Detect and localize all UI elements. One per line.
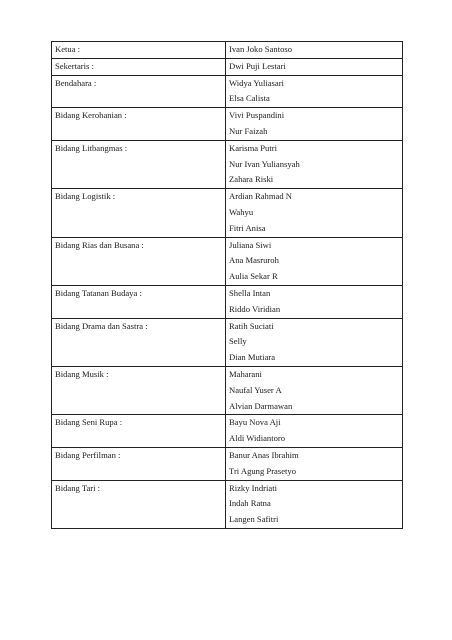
roster-row xyxy=(52,140,403,188)
role-cell xyxy=(52,42,226,59)
member-name: Widya Yuliasari xyxy=(229,77,284,88)
role-label: Bidang Perfilman : xyxy=(55,449,121,460)
role-cell xyxy=(52,285,226,318)
member-name: Vivi Puspandini xyxy=(229,110,285,121)
member-name: Banur Anas Ibrahim xyxy=(229,449,299,460)
role-cell xyxy=(52,140,226,188)
member-name: Tri Agung Prasetyo xyxy=(229,465,297,476)
member-name: Alvian Darmawan xyxy=(229,400,293,411)
members-cell xyxy=(226,42,403,59)
role-cell xyxy=(52,366,226,414)
role-cell xyxy=(52,108,226,141)
roster-row xyxy=(52,75,403,108)
role-cell xyxy=(52,58,226,75)
members-cell xyxy=(226,58,403,75)
member-name: Karisma Putri xyxy=(229,142,277,153)
members-cell xyxy=(226,366,403,414)
member-name: Nur Ivan Yuliansyah xyxy=(229,158,300,169)
member-name: Ana Masruroh xyxy=(229,255,279,266)
member-name: Dian Mutiara xyxy=(229,352,276,363)
member-name: Maharani xyxy=(229,368,262,379)
role-label: Ketua : xyxy=(55,44,81,54)
role-cell xyxy=(52,415,226,448)
role-cell xyxy=(52,75,226,108)
members-cell xyxy=(226,189,403,237)
roster-row xyxy=(52,318,403,366)
member-name: Selly xyxy=(229,336,247,347)
members-cell xyxy=(226,318,403,366)
role-cell xyxy=(52,237,226,285)
members-cell xyxy=(226,140,403,188)
role-label: Bidang Litbangmas : xyxy=(55,142,128,153)
role-label: Bidang Tatanan Budaya : xyxy=(55,287,142,298)
members-cell xyxy=(226,447,403,480)
members-cell xyxy=(226,285,403,318)
roster-row xyxy=(52,42,403,59)
member-name: Riddo Viridian xyxy=(229,303,281,314)
role-cell xyxy=(52,318,226,366)
member-name: Zahara Riski xyxy=(229,174,274,185)
roster-row xyxy=(52,480,403,528)
member-name: Indah Ratna xyxy=(229,498,271,509)
role-cell xyxy=(52,447,226,480)
member-name: Nur Faizah xyxy=(229,125,268,136)
role-label: Sekertaris : xyxy=(55,60,94,71)
role-cell xyxy=(52,189,226,237)
member-name: Aulia Sekar R xyxy=(229,271,278,282)
member-name: Elsa Calista xyxy=(229,93,270,104)
roster-row xyxy=(52,415,403,448)
role-label: Bidang Rias dan Busana : xyxy=(55,239,144,250)
member-name: Langen Safitri xyxy=(229,514,279,525)
roster-row xyxy=(52,189,403,237)
member-name: Wahyu xyxy=(229,206,254,217)
role-label: Bidang Kerohanian : xyxy=(55,110,127,121)
member-name: Ratih Suciati xyxy=(229,320,274,331)
member-name: Juliana Siwi xyxy=(229,239,272,250)
member-name: Naufal Yuser A xyxy=(229,384,282,395)
member-name: Bayu Nova Aji xyxy=(229,417,281,428)
members-cell xyxy=(226,480,403,528)
member-name: Ivan Joko Santoso xyxy=(229,44,293,54)
members-cell xyxy=(226,237,403,285)
members-cell xyxy=(226,108,403,141)
roster-row xyxy=(52,285,403,318)
roster-row xyxy=(52,108,403,141)
role-label: Bendahara : xyxy=(55,77,97,88)
organization-roster-table xyxy=(51,41,403,529)
role-cell xyxy=(52,480,226,528)
member-name: Fitri Anisa xyxy=(229,222,266,233)
member-name: Shella Intan xyxy=(229,287,271,298)
member-name: Aldi Widiantoro xyxy=(229,433,286,444)
member-name: Dwi Puji Lestari xyxy=(229,60,286,71)
role-label: Bidang Seni Rupa : xyxy=(55,417,123,428)
roster-row xyxy=(52,237,403,285)
roster-row xyxy=(52,58,403,75)
role-label: Bidang Tari : xyxy=(55,482,101,493)
roster-row xyxy=(52,447,403,480)
role-label: Bidang Drama dan Sastra : xyxy=(55,320,148,331)
roster-row xyxy=(52,366,403,414)
roster-table-body xyxy=(52,42,403,529)
member-name: Rizky Indriati xyxy=(229,482,277,493)
role-label: Bidang Musik : xyxy=(55,368,109,379)
members-cell xyxy=(226,415,403,448)
member-name: Ardian Rahmad N xyxy=(229,191,293,202)
members-cell xyxy=(226,75,403,108)
role-label: Bidang Logistik : xyxy=(55,191,116,202)
